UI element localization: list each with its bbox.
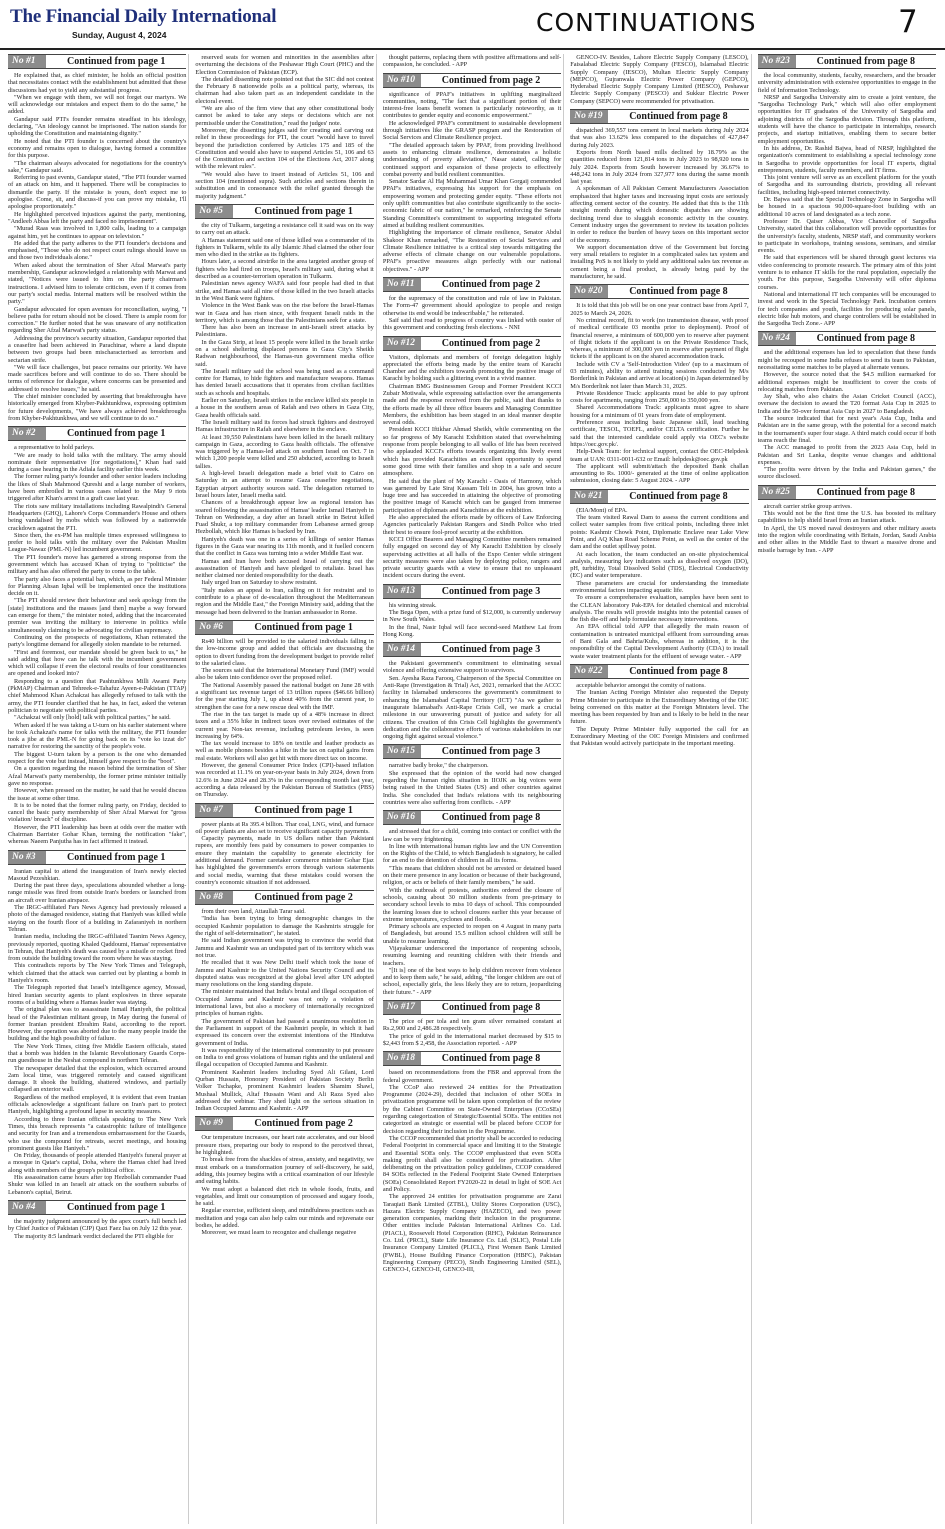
story-header <box>383 584 561 599</box>
story-paragraph: The PTI founder's move has garnered a strong response from the government which has accused Khan of trying to "politicise" the military and has also offered the party to come to the table. <box>8 553 187 576</box>
story-paragraph: Exports from North based mills declined by 18.79% as the quantities reduced from 121,814 tons in July 2023 to 98,920 tons in July 2024. Exports from South however increased by 36.67% to 448,242 tons in July 2024 from 327,977 tons during the same month last year. <box>570 148 749 186</box>
story-continued-label: Continued from page 1 <box>66 851 166 863</box>
story-number: No #11 <box>383 278 421 291</box>
story-number: No #12 <box>383 337 421 350</box>
story-paragraph: "[It is] one of the best ways to help children recover from violence and to keep them safe," he said, adding, "the longer children are out of school, especially girls, the less likely they are to return, jeopardizing their future." - APP <box>382 966 562 996</box>
story-continued-label: Continued from page 8 <box>629 490 728 502</box>
story-paragraph: The newspaper detailed that the explosion, which occurred around 2am local time, was triggered remotely and caused significant damage. It shook the building, shattered windows, and partially collapsed an exterior wall. <box>8 1064 187 1094</box>
continuation-story <box>758 331 936 480</box>
story-paragraph: Referring to past events, Gandapur stated, "The PTI founder warned of an attack on him, and it happened. There will be conspiracies to dismantle the party. If the mistake is yours, don't expect me to apologise. Come, sit, and discuss-if you can prove my mistake, I'll apologise proportionately." <box>8 174 187 211</box>
story-paragraph: the city of Tulkarm, targeting a resistance cell it said was on its way to carry out an attack. <box>195 221 374 237</box>
story-paragraph: Visitors, diplomats and members of foreign delegation highly appreciated the efforts being made by the entire team of Karachi Chamber and the exhibitors towards promoting the positive image of Karachi by holding such a glittering event in a vivid manner. <box>382 353 562 383</box>
story-paragraph: A spokesman of All Pakistan Cement Manufacturers Association emphasized that higher taxes and increasing input costs are seriously affecting cement sector of the country. He added that this is the 11th straight month during which domestic dispatches are showing declining trend due to sluggish economic activity in the country. Cement industry urges the government to review its taxation policies in order to reduce the burden of heavy taxes on this important sector of the economy. <box>570 185 749 244</box>
story-number: No #23 <box>758 55 796 68</box>
story-header <box>383 73 561 88</box>
story-paragraph: The Telegraph reported that Israel's intelligence agency, Mossad, hired Iranian security agents to plant explosives in three separate rooms of a building where a Hamas leader was staying. <box>8 984 187 1006</box>
story-paragraph: She expressed that the opinion of the world had now changed regarding the human rights situation in IIOJK as big voices were being raised in the United States (US) and other countries against India. She concluded that India's relations with its neighbouring countries were also suffering from conflicts. - APP <box>382 769 562 806</box>
story-paragraph: There has also been an increase in anti-Israeli street attacks by Palestinians. <box>195 324 374 339</box>
continuation-story <box>383 642 561 740</box>
story-paragraph: Highlighting the importance of climate resilience, Senator Abdul Shakoor Khan remarked, "The Restoration of Social Services and Climate Resilience initiative is a critical step towards mitigating the adverse effects of climate change on our vulnerable populations. PPAF's proactive measures align perfectly with our national objectives." - APP <box>382 229 562 273</box>
continuation-story <box>383 1000 561 1047</box>
continuation-story <box>383 73 561 273</box>
story-paragraph: from their own land, Attaullah Tarar said. <box>201 908 306 916</box>
story-paragraph: Chairman BMG Businessmen Group and Former President KCCI Zubair Motiwala, while expressing satisfaction over the arrangements made and the response received from the public, said that thanks to the efforts made by all three office bearers and Managing Committee Members, the exhibition has been staged in an ideal manner despite several odds. <box>382 382 562 427</box>
story-paragraph: President KCCI Iftikhar Ahmad Sheikh, while commenting on the so far progress of My Karachi Exhibition stated that overwhelming response from people belonging to all walks of life has been received who applauded KCCI's efforts towards organizing this lively event which has provided Karachiites an excellent opportunity to spend some good time with their families and shop in a safe and secure atmosphere. <box>382 426 562 478</box>
story-paragraph: the majority judgment announced by the apex court's full bench led by Chief Justice of Pakistan (CJP) Qazi Faez Isa on July 12 this year. <box>8 1217 187 1233</box>
story-paragraph: Hamas and Iran have both accused Israel of carrying out the assassination of Haniyeh and have pledged to retaliate. Israel has neither claimed nor denied responsibility for the death. <box>195 557 374 580</box>
story-paragraph: for the supremacy of the constitution and rule of law in Pakistan. The Form-47 government should apologize to people and resign otherwise its end would be indescribable," he reiterated. <box>382 295 562 317</box>
story-paragraph: The minister maintained that India's brutal and illegal occupation of Occupied Jammu and Kashmir was not only a violation of international laws, but also a mockery of internationally recognized principles of human rights. <box>195 988 374 1018</box>
story-paragraph: He acknowledged PPAF's commitment to sustainable development through initiatives like the GRASP program and the Restoration of Social Services and Climate Resilience project. <box>382 119 562 142</box>
story-paragraph: The team visited Rawal Dam to assess the current conditions and collect water samples from five critical points, including three inlet points: Kashmir Chowk Point, Diplomatic Enclave near Lake View Point, and AQ Khan Road Scheme Point, as well as the center of the dam and the outlet spillway point. <box>570 514 749 551</box>
continuation-story <box>8 54 186 422</box>
story-paragraph: "India has been trying to bring demographic changes in the occupied Kashmir population to damage the Kashmiris struggle for the right of self-determination", he stated. <box>195 915 374 938</box>
story-continued-label: Continued from page 8 <box>441 1002 541 1014</box>
story-header <box>195 620 373 635</box>
story-paragraph: "We are also of the firm view that any other constitutional body cannot be asked to take any steps or decisions which are not permissible under the Constitution," read the judges' note. <box>195 105 374 127</box>
story-header <box>383 810 561 825</box>
story-paragraph: aircraft carrier strike group arrives. <box>763 502 852 510</box>
story-header <box>570 284 748 299</box>
story-header <box>383 336 561 351</box>
story-paragraph: He added that the party adheres to the PTI founder's decisions and emphasised, "Those who do not respect court rulings should leave us and those two individuals alone." <box>8 239 187 262</box>
story-paragraph: Preference areas including basic Japanese skill, lead teaching certificate, TESOL, TOEFL, and/or CELTA certification. Further he said that the interested candidate could apply via OEC's website https://oec.gov.pk/. <box>570 419 749 448</box>
story-paragraph: The price of gold in the international market decreased by $15 to $2,443 from $ 2,458, the Association reported. - APP <box>382 1032 562 1047</box>
story-paragraph: It is to be noted that the former ruling party, on Friday, decided to cancel the basic party membership of Sher Afzal Marwat for "gross violation/ breach" of discipline. <box>8 801 187 824</box>
story-paragraph: The ACC managed to profit from the 2023 Asia Cup, held in Pakistan and Sri Lanka, despite venue changes and additional expenses. <box>757 444 937 466</box>
story-header <box>570 109 748 124</box>
continuation-story <box>570 664 748 748</box>
column-5 <box>758 54 938 1524</box>
story-number: No #5 <box>195 205 233 218</box>
story-paragraph: A Hamas statement said one of those killed was a commander of its fighters in Tulkarm, while its ally Islamic Jihad claimed the other four men who died in the strike as its fighters. <box>195 236 374 259</box>
story-paragraph: When asked if he was taking a U-turn on his earlier statement where he took Achakzai's name for talks with the military, the PTI founder took a jibe at the PML-N for going back on its "vote ko izzat do" narrative for restoring the sanctity of the people's vote. <box>8 721 187 751</box>
story-paragraph: He said that experiences will be shared through guest lectures via video conferencing to promote research. The primary aim of this joint venture is to enhance IT skills for the rural population, especially the youth. For this purpose, Sargodha University will offer diploma courses. <box>757 254 937 291</box>
story-paragraph: Our temperature increases, our heart rate accelerates, and our blood pressure rises, preparing our body to respond to the perceived threat, he highlighted. <box>195 1134 374 1157</box>
story-paragraph: The chief minister concluded by asserting that breakthroughs have historically emerged from Khyber-Pakhtunkhwa, expressing optimism for future developments, "We have always achieved breakthroughs from Khyber-Pakhtunkhwa, and we will continue to do so." <box>8 393 187 422</box>
story-paragraph: An EPA official told APP that allegedly the main reason of contamination is untreated municipal effluent from surrounding areas of Bani Gala and Bahria/Kuhs, whereas in addition, it is the responsibility of the Capital Development Authority (CDA) to install waste water treatment plants for the effluent of sewage water. - APP <box>570 623 749 660</box>
story-paragraph: "This means that children should not be arrested or detained based on their mere presence in any location or because of their background, religion, or acts or beliefs of their family members," he said. <box>382 864 562 887</box>
story-continued-label: Continued from page 3 <box>441 746 541 758</box>
story-paragraph: Jay Shah, who also chairs the Asian Cricket Council (ACC), oversaw the decision to award the T20 format Asia Cup in 2025 to India and the 50-over format Asia Cup in 2027 to Bangladesh. <box>757 393 937 415</box>
story-paragraph: Gandapur said PTI's founder remains steadfast in his ideology, declaring, "An ideology cannot be imprisoned. The nation stands for upholding the Constitution and maintaining dignity." <box>8 115 187 138</box>
story-paragraph: The New York Times, citing five Middle Eastern officials, stated that a bomb was hidden in the Islamic Revolutionary Guards Corps-run guesthouse in the Neshat compound in northern Tehran. <box>8 1042 187 1065</box>
continuation-story <box>195 803 373 887</box>
story-paragraph: Hours later, a second airstrike in the area targeted another group of fighters who had fired on troops, Israel's military said, during what it described as a counter-terrorism operation in Tulkarm. <box>195 258 374 281</box>
story-paragraph: However, the general Consumer Price Index (CPI)-based inflation was recorded at 11.1% on year-on-year basis in July 2024, down from 12.6% in June 2024 and 28.3% in the corresponding month last year, according a data released by the Pakistan Bureau of Statistics (PBS) on Thursday. <box>195 762 374 799</box>
story-number: No #22 <box>570 665 608 678</box>
continuation-story <box>383 277 561 331</box>
story-paragraph: The party also faces a potential ban, which, as per Federal Minister for Planning Ahsan Iqbal will be implemented once the institutions decide on it. <box>8 575 187 598</box>
story-continued-label: Continued from page 8 <box>816 486 916 498</box>
story-number: No #25 <box>758 486 796 499</box>
issue-date: Sunday, August 4, 2024 <box>72 30 167 40</box>
story-paragraph: the local community, students, faculty, researchers, and the broader university administration with extensive opportunities to engage in the field of Information Technology. <box>757 72 937 94</box>
story-paragraph: The Israeli military said the school was being used as a command centre for Hamas, to hide fighters and manufacture weapons. Hamas has denied Israeli accusations that it operates from civilian facilities such as schools and hospitals. <box>195 367 374 397</box>
story-paragraph: Palestinian news agency WAFA said four people had died in that strike, and Hamas said all nine of those killed in the two Israeli attacks in the West Bank were fighters. <box>195 280 374 302</box>
story-paragraph: The former ruling party's founder and other senior leaders including the likes of Shah Mahmood Qureshi and a large number of workers, have been embroiled in various cases related to the May 9 riots triggered after Khan's arrest in a graft case last year. <box>8 473 187 503</box>
story-continued-label: Continued from page 1 <box>254 205 353 217</box>
story-header <box>758 54 936 69</box>
story-paragraph: Help-Desk Team: for technical support, contact the OEC-Helpdesk team at UAN: 0311-0011-632 or Email: helpdesk@oec.gov.pk <box>570 448 749 463</box>
story-continued-label: Continued from page 1 <box>66 1201 166 1213</box>
story-paragraph: The majority 8:5 landmark verdict declared the PTI eligible for <box>14 1232 174 1240</box>
section-title: CONTINUATIONS <box>536 8 757 37</box>
story-paragraph: Include with CV a 'Self-Introduction Video' (up to a maximum of 03 minutes), ability to attend training sessions conducted by M/s Borderlink in Pakistan and arrive at location(s) in Japan determined by M/s Borderlink not later than March 31, 2025. <box>570 360 749 390</box>
story-continued-label: Continued from page 8 <box>816 56 916 67</box>
story-number: No #24 <box>758 332 796 345</box>
continuation-story <box>758 54 936 327</box>
story-number: No #15 <box>383 745 421 758</box>
story-paragraph: "The profits were driven by the India and Pakistan games," the source disclosed. <box>757 466 937 481</box>
story-paragraph: The source indicated that for next year's Asia Cup, India and Pakistan are in the same group, with the potential for a second match in the tournament's super four stage. A third match could occur if both teams reach the final. <box>757 415 937 444</box>
story-header <box>758 485 936 500</box>
article-columns <box>8 54 938 1524</box>
story-paragraph: The CCoP also reviewed 24 entities for the Privatization Programme (2024-29), decided that inclusion of other SOEs in privatization programme will be taken upon completion of the review by the Cabinet Committee on State-Owned Enterprises (CCoSEs) regarding categorization of Strategic/Essential SOEs. The entities not categorized as strategic or essential will be placed before CCOP for decision regarding their inclusion in the Programme. <box>382 1083 562 1135</box>
continuation-story <box>195 204 373 616</box>
column-1 <box>8 54 189 1524</box>
story-paragraph: "First and foremost, our mandate should be given back to us," he said adding that how can he talk with the incumbent government which will collapse if even the electoral results of four constituencies are opened and looked into? <box>8 648 187 678</box>
story-paragraph: Regular exercise, sufficient sleep, and mindfulness practices such as meditation and yoga can also help calm our minds and rejuvenate our bodies, he added. <box>195 1207 374 1230</box>
story-paragraph: power plants at Rs 395.4 billion. Thar coal, LNG, wind, and furnace oil power plants are also set to receive significant capacity payments. <box>195 820 374 835</box>
story-paragraph: This joint venture will serve as an excellent platform for the youth of Sargodha and its surrounding districts, providing all relevant facilities, including high-speed internet connectivity. <box>757 174 937 196</box>
story-header <box>8 850 186 865</box>
story-paragraph: Iranian media, including the IRGC-affiliated Tasnim News Agency, previously reported, quoting Khaled Qaddoumi, Hamas' representative in Tehran, that Haniyeh's death was caused by a missile or rocket fired from outside the building toward the room where he was staying. <box>8 933 187 963</box>
story-paragraph: On a question regarding the reason behind the termination of Sher Afzal Marwat's party membership, the former prime minister initially gave no response. <box>8 765 187 787</box>
continuation-story <box>758 485 936 554</box>
story-paragraph: "The PTI should review their behaviour and seek apology from the [state] institutions and the masses [and then] maybe a way forward can emerge for them," the minister noted, adding that the incarcerated premier was inviting the military to intervene in politics while simultaneously claiming to be advocating for civilian supremacy. <box>8 597 187 634</box>
story-paragraph: He said that the plant of My Karachi - Oasis of Harmony, which was garnered by Late Siraj Kassam Teli in 2004, has grown into a huge tree and has succeeded in attaining the objective of promoting the positive image of Karachi which can be gauged from immense participation of diplomats and Karachiites at the exhibition. <box>382 477 562 514</box>
continuation-story <box>8 850 186 1196</box>
story-paragraph: Dr. Bajwa said that the Special Technology Zone in Sargodha will be housed in a spacious 90,000-square-foot building with an additional 10 acres of land designated as a tech zone. <box>757 196 937 218</box>
story-paragraph: "The detailed approach taken by PPAF, from providing livelihood assets to enhancing climate resilience, demonstrates a holistic understanding of poverty alleviation," Nasar stated, calling for continued support and expansion of these projects to effectively combat poverty and build resilient communities. <box>382 141 562 178</box>
story-paragraph: thought patterns, replacing them with positive affirmations and self-compassion, he concluded. - APP <box>382 54 562 69</box>
story-header <box>758 331 936 346</box>
story-paragraph: The Iranian Acting Foreign Minister also requested the Deputy Prime Minister to participate in the Extraordinary Meeting of the OIC being convened on this matter at the Foreign Ministers level. The meeting has been requested by Iran and is likely to be held in the near future. <box>570 689 749 726</box>
story-continued-label: Continued from page 2 <box>441 74 541 86</box>
story-continued-label: Continued from page 1 <box>66 428 166 440</box>
continuation-story <box>570 284 748 484</box>
story-number: No #13 <box>383 585 421 598</box>
continuation-story <box>383 54 561 69</box>
story-paragraph: No criminal record, fit to work (no transmission disease, with proof of medical certificate 03 months prior to deployment). Proof of financial reserve, a minimum of 600,000 yen to reserve after payment of flight tickets if the applicant is on the Private Residence Track, whereas, a minimum of 300,000 yen in reserve after payment of flight tickets if the applicant is on the shared accommodation track. <box>570 316 749 361</box>
story-paragraph: Chances of a breakthrough appear low as regional tension has soared following the assassination of Hamas' leader Ismail Haniyeh in Tehran on Wednesday, a day after an Israeli strike in Beirut killed Fuad Shukr, a top military commander from Lebanese armed group Hezbollah, which like Hamas is backed by Iran. <box>195 499 374 536</box>
story-paragraph: Capacity payments, made in US dollars rather than Pakistani rupees, are monthly fees paid by consumers to power companies to ensure they maintain the capability to generate electricity for additional demand. Former caretaker commerce minister Gohar Ejaz has highlighted the government's errors through various statements and social media, warning that these mistakes could worsen the country's economic situation if not addressed. <box>195 835 374 886</box>
story-continued-label: Continued from page 2 <box>441 279 541 291</box>
story-header <box>570 664 748 679</box>
story-paragraph: In the Gaza Strip, at least 15 people were killed in the Israeli strike on a school sheltering displaced persons in Gaza City's Sheikh Radwan neighbourhood, the Hamas-run government media office said. <box>195 338 374 368</box>
story-continued-label: Continued from page 1 <box>254 804 353 816</box>
story-paragraph: Since then, the ex-PM has multiple times expressed willingness to prefer to hold talks with the military over the Pakistan Muslim League-Nawaz (PML-N) led incumbent government. <box>8 531 187 554</box>
story-continued-label: Continued from page 2 <box>441 337 541 349</box>
story-continued-label: Continued from page 8 <box>441 812 541 824</box>
continuation-story <box>570 109 748 280</box>
story-header <box>383 277 561 292</box>
story-paragraph: The Israeli military said its forces had struck fighters and destroyed Hamas infrastructure in Rafah and elsewhere in the enclave. <box>195 418 374 434</box>
story-paragraph: He said Indian government was trying to convince the world that Jammu and Kashmir was an undisputed part of its territory which was not true. <box>195 937 374 959</box>
story-continued-label: Continued from page 3 <box>441 644 541 656</box>
story-paragraph: In April, the US moved naval destroyers and other military assets into the region while coordinating with Britain, Jordan, Saudi Arabia and other allies in the Middle East to thwart a massive drone and missile barrage by Iran. - APP <box>757 524 937 554</box>
story-header <box>383 1000 561 1015</box>
story-paragraph: The applicant will submit/attach the deposited Bank challan amounting to Rs. 1000/- generated at the time of online application submission, closing date: 5 August 2024. - APP <box>570 462 749 485</box>
continuation-story <box>195 620 373 799</box>
story-paragraph: The riots saw military installations including Rawalpindi's General Headquarters (GHQ), Lahore's Corps Commander's House and others being vandalised by mobs which was followed by a nationwide crackdown against the PTI. <box>8 502 187 532</box>
story-number: No #6 <box>195 621 233 634</box>
masthead <box>0 0 945 50</box>
story-paragraph: It is told that this job will be on one year contract base from April 7, 2025 to March 24, 2026. <box>570 302 749 317</box>
story-paragraph: However, when pressed on the matter, he said that he would discuss the issue at some other time. <box>8 787 187 802</box>
story-paragraph: However, the PTI leadership has been at odds over the matter with Chairman Barrister Gohar Khan, terming the notification "fake", whereas Naeem Panjutha has in fact affirmed it instead. <box>8 823 187 846</box>
story-paragraph: It was responsibility of the international community to put pressure on India to end gross violations of human rights and the unilateral and illegal occupation of Occupied Jammu and Kashmir. <box>195 1046 374 1069</box>
story-paragraph: (EIA/Mont) of EPA. <box>576 506 628 514</box>
continuation-story <box>195 54 373 200</box>
story-paragraph: To ensure a comprehensive evaluation, samples have been sent to the CLEAN laboratory Pak-EPA for detailed chemical and microbial analysis. The results will provide insights into the potential causes of the fish die-off and help formulate necessary interventions. <box>570 594 749 624</box>
story-paragraph: The detailed dissenting note pointed out that the SIC did not contest the February 8 nationwide polls as a political party, whereas, its chairman had also taken part as an independent candidate in the electoral event. <box>195 75 374 105</box>
continuation-story <box>570 489 748 660</box>
story-paragraph: acceptable behavior amongst the comity of nations. <box>576 681 706 689</box>
story-paragraph: When asked about the termination of Sher Afzal Marwat's party membership, Gandapur acknowledged a relationship with Marwat and stated, "Notices were issued to him on the party chairman's instructions. I advised him to tolerate criticism, even if it comes from our party's social media. Internal matters will be resolved within the party." <box>8 261 187 306</box>
story-paragraph: According to three Iranian officials speaking to The New York Times, this breach represents "a catastrophic failure of intelligence and security for Iran and a tremendous embarrassment for the Guards, who use the compound for retreats, secret meetings, and housing prominent guests like Haniyeh." <box>8 1115 187 1152</box>
story-continued-label: Continued from page 2 <box>254 1118 353 1130</box>
story-paragraph: These parameters are crucial for understanding the immediate environmental factors impacting aquatic life. <box>570 579 749 594</box>
story-paragraph: Addressing the province's security situation, Gandapur reported that a ceasefire had been achieved in Parachinar, where a land dispute between two groups had been mischaracterised as terrorism and sectarian strife. <box>8 334 187 364</box>
story-paragraph: In his address, Dr. Rashid Bajwa, head of NRSP, highlighted the organization's commitment to establishing a special technology zone in Sargodha to provide opportunities for local IT experts, digital entrepreneurs, students, faculty members, and IT firms. <box>757 144 937 174</box>
story-paragraph: The National Assembly passed the national budget on June 28 with a significant tax revenue target of 13 trillion rupees ($46.66 billion) for the year starting July 1, up about 40% from the current year, to strengthen the case for a new rescue deal with the IMF. <box>195 681 374 711</box>
story-paragraph: The biggest U-turn taken by a person is the one who demanded respect for the vote but instead, himself gave respect to the "boot". <box>8 750 187 766</box>
story-paragraph: "When we engage with them, we will not forget our martyrs. We will acknowledge our mistakes and expect them to do the same," he added. <box>8 93 187 116</box>
story-paragraph: The original plan was to assassinate Ismail Haniyeh, the political head of the Palestinian militant group, in May during the funeral of former Iranian president Ebrahim Raisi, according to the report. However, the operation was aborted due to the many people inside the building and the high possibility of failure. <box>8 1006 187 1043</box>
story-paragraph: In line with international human rights law and the UN Convention on the Rights of the Child, to which Bangladesh is signatory, he called for an end to the detention of children in all its forms. <box>382 842 562 865</box>
story-paragraph: The rise in the tax target is made up of a 48% increase in direct taxes and a 35% hike in indirect taxes over revised estimates of the current year. Non-tax revenue, including petroleum levies, is seen increasing by 64%. <box>195 710 374 740</box>
story-paragraph: Private Residence Track: applicants must be able to pay upfront costs for apartments, ranging from 250,000 to 350,000 yen. <box>570 389 749 405</box>
story-paragraph: We support documentation drive of the Government but forcing very small retailers to register in a complicated sales tax system and installing PoS is not likely to yield any additional sales tax revenue as cement being a final product, is already being paid by the manufacturer, he said. <box>570 243 749 281</box>
story-number: No #16 <box>383 811 421 824</box>
story-number: No #1 <box>8 55 46 68</box>
story-paragraph: His assassination came hours after top Hezbollah commander Fuad Shukr was killed in an Israeli air attack on the southern suburbs of Lebanon's capital, Beirut. <box>8 1174 187 1196</box>
story-paragraph: Violence in the West Bank was on the rise before the Israel-Hamas war in Gaza and has risen since, with frequent Israeli raids in the territory, which is among those that the Palestinians seek for a state. <box>195 302 374 324</box>
story-paragraph: a representative to hold parleys. <box>14 444 95 452</box>
story-paragraph: narrative badly broke," the chairperson. <box>388 762 489 770</box>
story-paragraph: He highlighted perceived injustices against the party, mentioning, "Andleeb Abbas left the party and faced no imprisonment". <box>8 210 187 225</box>
story-paragraph: "Italy makes an appeal to Iran, calling on it for restraint and to contribute to a phase of de-escalation throughout the Mediterranean region and the Middle East," the Foreign Ministry said, adding that the message had been delivered to the Iranian ambassador in Rome. <box>195 586 374 616</box>
story-paragraph: KCCI Office Bearers and Managing Committee members remained fully engaged on second day of My Karachi Exhibition by closely supervising activities at all halls of the Expo Center while stringent security measures were also taken by deploying police, rangers and private security guards with a view to ensure that no unpleasant incident occurs during the event. <box>382 535 562 580</box>
story-paragraph: Italy urged Iran on Saturday to show restraint. <box>201 579 318 587</box>
story-paragraph: National and international IT tech companies will be encouraged to invest and work in the Special Technology Park. Incubation centers for tech companies and youth, facilities for producing solar panels, electric bike hub motors, and charge controllers will be established in the Sargodha Tech Zone.- APP <box>757 290 937 328</box>
story-paragraph: To break free from the shackles of stress, anxiety, and negativity, we must embark on a transformation journey of self-discovery, he said, adding, this journey begins with a critical examination of our lifestyle and eating habits. <box>195 1156 374 1186</box>
story-paragraph: We must adopt a balanced diet rich in whole foods, fruits, and vegetables, and limit our consumption of processed and sugary foods, he said. <box>195 1185 374 1208</box>
story-paragraph: Responding to a question that Pashtunkhwa Milli Awami Party (PkMAP) Chairman and Tehreek-e-Tahafuz Ayeen-e-Pakistan (TTAP) chief Mahmood Khan Achakzai has allegedly refused to talk with the army, the PTI founder clarified that he has, in fact, asked the veteran politician to negotiate with political parties. <box>8 677 187 714</box>
story-paragraph: and the additional expenses has led to speculation that these funds might be recouped in some India refuses to send its team to Pakistan, necessitating some matches to be played at alternate venues. <box>757 349 937 371</box>
story-paragraph: The Bega Open, with a prize fund of $12,000, is currently underway in New South Wales. <box>382 609 562 624</box>
continuation-story <box>383 810 561 996</box>
story-number: No #4 <box>8 1201 46 1214</box>
continuation-story <box>383 584 561 638</box>
story-paragraph: and stressed that for a child, coming into contact or conflict with the law can be very frightening. <box>382 828 562 843</box>
story-paragraph: Iranian capital to attend the inauguration of Iran's newly elected Masoud Pezeshkian. <box>8 867 187 882</box>
story-number: No #10 <box>383 74 421 87</box>
story-paragraph: The approved 24 entities for privatisation programme are Zarai Taraqiati Bank Limited (ZTBL), Utility Stores Corporation (USC), Hazara Electric Supply Company (HAZECO), and two power generation companies, marking their inclusion in the programme. Other entities include Pakistan International Airlines Co. Ltd. (PIACL), Roosevelt Hotel Corporation (RHC), Pakistan Reinsurance Co. Ltd. (PRCL), State Life Insurance Co. Ltd. (SLIC), Postal Life Insurance Company Limited (PLICL), First Women Bank Limited (FWBL), House Building Finance Corporation (HBFC), Pakistan Engineering Company (PECO), Sindh Engineering Limited (SEL), GENCO-I, GENCO-II, GENCO-III, <box>382 1193 562 1274</box>
story-paragraph: Regardless of the method employed, it is evident that even Iranian officials acknowledge a significant failure on Iran's part to protect Haniyeh, highlighting a profound lapse in security measures. <box>8 1093 187 1116</box>
column-2 <box>195 54 376 1524</box>
story-number: No #18 <box>383 1052 421 1065</box>
continuation-story <box>195 1116 373 1236</box>
story-paragraph: Prominent Kashmiri leaders including Syed Ali Gilani, Lord Qurban Hussain, Honorary President of Pakistan Society Berlin Volker Tschapke, prominent Kashmiri leaders Shamim Shawl, Mushaal Mullick, Altaf Hussain Wani and Ali Raza Syed also addressed the webinar. They shed light on the serious situation in Indian Occupied Jammu and Kashmir. - APP <box>195 1068 374 1113</box>
continuation-story <box>570 54 748 105</box>
story-paragraph: The Deputy Prime Minister fully supported the call for an Extraordinary Meeting of the OIC Foreign Ministers and confirmed that Pakistan would actively participate in the important meeting. <box>570 725 749 748</box>
story-number: No #14 <box>383 643 421 656</box>
story-paragraph: "The chairman always advocated for negotiations for the country's sake," Gandapur said. <box>8 159 187 174</box>
story-number: No #17 <box>383 1001 421 1014</box>
continuation-story <box>383 336 561 580</box>
story-paragraph: With the outbreak of protests, authorities ordered the closure of schools, causing about 30 million students from pre-primary to secondary school levels to miss 10 days of school. This compounded the learning losses due to school closures earlier this year because of extreme temperatures, cyclones and floods. <box>382 886 562 923</box>
story-number: No #2 <box>8 427 46 440</box>
story-paragraph: dispatched 369,557 tons cement in local markets during July 2024 that was also 13.62% less compared to the dispatches of 427,847 during July 2023. <box>570 127 749 149</box>
story-paragraph: The tax would increase to 18% on textile and leather products as well as mobile phones besides a hike in the tax on capital gains from real estate. Workers will also get hit with more direct tax on income. <box>195 740 374 762</box>
story-paragraph: GENCO-IV. Besides, Lahore Electric Supply Company (LESCO), Faisalabad Electric Supply Company (FESCO), Islamabad Electric Supply Company (IESCO), Multan Electric Supply Company (MEPCO), Gujranwala Electric Power Company (GEPCO), Hyderabad Electric Supply Company Limited (HESCO), Peshawar Electric Supply Company (PESCO) and Sukkur Electric Power Company (SEPCO) were recommended for privatisation. <box>570 54 749 105</box>
story-paragraph: NRSP and Sargodha University aim to create a joint venture, the "Sargodha Technology Park," which will also offer employment opportunities for IT graduates of the University of Sargodha and adjoining districts of the Sargodha division. Through this platform, students will have the chance to participate in internships, research projects, and startup initiatives, enabling them to secure better employment opportunities. <box>757 93 937 145</box>
story-number: No #21 <box>570 490 608 503</box>
story-paragraph: the Pakistani government's commitment to eliminating sexual violence and offering extensive support to survivors. <box>382 660 562 675</box>
story-header <box>195 803 373 818</box>
story-continued-label: Continued from page 1 <box>66 56 166 67</box>
newspaper-name: The Financial Daily International <box>10 6 277 27</box>
story-paragraph: Gandapur advocated for open avenues for reconciliation, saying, "I believe paths for return should not be closed. There is ample room for correction." He further noted that he was unaware of any notification regarding Sher Afzal Marwat's party status. <box>8 305 187 335</box>
story-paragraph: reserved seats for women and minorities in the assemblies after overturning the decisions of the Peshawar High Court (PHC) and the Election Commission of Pakistan (ECP). <box>195 54 374 76</box>
story-paragraph: Moreover, the dissenting judges said for creating and carving out relief in these proceedings for PTI, the court "would have to travel beyond the jurisdiction conferred by Articles 175 and 185 of the Constitution and would also have to suspend Articles 51, 106 and 63 of the Constitution and section 104 of the Elections Act, 2017 along with the relevant rules". <box>195 126 374 171</box>
story-number: No #7 <box>195 804 233 817</box>
story-paragraph: This would not be the first time the U.S. has boosted its military capabilities to help shield Israel from an Iranian attack. <box>757 510 937 525</box>
story-paragraph: During the past three days, speculations abounded whether a long-range missile was fired from outside Iran's borders or launched from an aircraft over Iranian airspace. <box>8 882 187 904</box>
story-paragraph: Continuing on the prospects of negotiations, Khan reiterated the party's longtime demand for allegedly stolen mandate to be returned. <box>8 633 187 649</box>
story-header <box>570 489 748 504</box>
story-header <box>8 1200 186 1215</box>
story-paragraph: He explained that, as chief minister, he holds an official position that necessitates contact with the establishment but admitted that these discussions had yet to yield any substantial progress. <box>8 72 187 94</box>
story-continued-label: Continued from page 3 <box>441 585 541 597</box>
story-paragraph: Saif said that road to progress of country was linked with ouster of this government and conducting fresh elections. - NNI <box>382 316 562 332</box>
story-paragraph: Shared Accommodations Track: applicants must agree to share housing for a minimum of 01 years from date of employment. <box>570 404 749 419</box>
story-paragraph: Sen. Ayesha Raza Farooq, Chairperson of the Special Committee on Anti-Rape (Investigation & Trial) Act, 2021, remarked that the ACCC facility in Islamabad underscores the government's commitment to enhancing the Islamabad Capital Territory (ICT) "As we gather to inaugurate Islamabad's Anti-Rape Crisis Cell, we mark a crucial milestone in our unwavering pursuit of justice and safety for all citizens. The creation of this Crisis Cell highlights the government's dedication and the collaborative efforts of various stakeholders in our ongoing fight against sexual violence." <box>382 674 562 741</box>
story-number: No #20 <box>570 285 608 298</box>
story-continued-label: Continued from page 2 <box>254 892 353 904</box>
story-number: No #3 <box>8 851 46 864</box>
continuation-story <box>8 1200 186 1240</box>
story-paragraph: "We will face challenges, but peace remains our priority. We have made sacrifices before and will continue to do so. There should be terms of reference for dialogue, where concerns can be presented and addressed to resolve issues," he said. <box>8 363 187 393</box>
story-paragraph: The IRGC-affiliated Fars News Agency had previously released a photo of the damaged residence, stating that Haniyeh was killed while staying on the fourth floor of a building in Zafaraniyeh in northern Tehran. <box>8 904 187 933</box>
story-header <box>383 642 561 657</box>
story-paragraph: Vijayakumar underscored the importance of reopening schools, resuming learning and reuniting children with their friends and teachers. <box>382 944 562 967</box>
story-paragraph: The CCOP recommended that priority shall be accorded to reducing Federal Footprint in commercial space and limiting it to the Strategic and Essential SOEs only. The CCOP emphasized that even SOEs making profit shall also be considered for privatization. After deliberating on the privatization policy guidelines, CCOP considered 84 SOEs reflected in the Federal Footprint State Owned Enterprises (SOEs) Consolidated Report FY2020-22 in detail in light of SOE Act and Policy. <box>382 1134 562 1193</box>
story-paragraph: He noted that the PTI founder is concerned about the country's economy and remains open to dialogue, having formed a committee for this purpose. <box>8 137 187 160</box>
story-continued-label: Continued from page 8 <box>629 111 728 123</box>
story-paragraph: At each location, the team conducted an on-site physiochemical analysis, measuring key indicators such as dissolved oxygen (DO), pH, turbidity, Total Dissolved Solid (TDS), Electrical Conductivity (EC) and water temperature. <box>570 550 749 580</box>
story-paragraph: The government of Pakistan had passed a unanimous resolution in the Parliament in support of the Kashmiri people, in which it had expressed its concern over the extremist intentions of the Hindutva government of India. <box>195 1017 374 1047</box>
story-continued-label: Continued from page 8 <box>441 1053 541 1065</box>
story-paragraph: At least 39,550 Palestinians have been killed in the Israeli military campaign in Gaza, according to Gaza health officials. The offensive was triggered by a Hamas-led attack on southern Israel on Oct. 7 in which 1,200 people were killed and 250 abducted, according to Israeli tallies. <box>195 433 374 470</box>
continuation-story <box>8 426 186 845</box>
story-number: No #19 <box>570 110 608 123</box>
story-paragraph: his winning streak. <box>388 601 437 609</box>
story-continued-label: Continued from page 8 <box>629 286 728 298</box>
continuation-story <box>383 1051 561 1273</box>
story-paragraph: based on recommendations from the FBR and approval from the federal government. <box>382 1069 562 1084</box>
story-continued-label: Continued from page 8 <box>816 333 916 345</box>
story-paragraph: Moreover, we must learn to recognize and challenge negative <box>201 1229 357 1237</box>
story-number: No #9 <box>195 1117 233 1130</box>
continuation-story <box>383 744 561 806</box>
story-continued-label: Continued from page 8 <box>629 665 728 677</box>
story-paragraph: However, the source noted that the $4.5 million earmarked for additional expenses might be insufficient to cover the costs of relocating matches from Pakistan. <box>757 371 937 393</box>
story-paragraph: This contradicts reports by The New York Times and Telegraph, which claimed that the attack was carried out by planting a bomb in Haniyeh's room. <box>8 962 187 985</box>
story-header <box>195 204 373 219</box>
story-header <box>8 426 186 441</box>
story-paragraph: Rs40 billion will be provided to the salaried individuals falling in the low-income group and added that officials are discussing the option to divert funding from the development budget to provide relief to the salaried class. <box>195 637 374 667</box>
story-header <box>383 1051 561 1066</box>
story-paragraph: "Achakzai will only [hold] talk with political parties," he said. <box>14 714 171 722</box>
story-paragraph: He also appreciated the efforts made by officers of Law Enforcing Agencies particularly Pakistan Rangers and Sindh Police who tried their best to ensure fool-proof security at the exhibition. <box>382 514 562 536</box>
story-paragraph: A high-level Israeli delegation made a brief visit to Cairo on Saturday in an attempt to resume Gaza ceasefire negotiations, Egyptian airport authority sources said. The delegation returned to Israel hours later, Israeli media said. <box>195 470 374 499</box>
story-paragraph: "We would also have to insert instead of Articles 51, 106 and section 104 (mentioned supra). Such articles and sections therein in substitution and in consonance with the relief granted through the majority judgment." <box>195 170 374 200</box>
column-4 <box>570 54 751 1524</box>
story-paragraph: "We are ready to hold talks with the military. The army should nominate their representative [for negotiations]," Khan had said during a case hearing in the Adiala facility earlier this week. <box>8 451 187 474</box>
story-paragraph: The sources said that the International Monetary Fund (IMF) would also be taken into confidence over the proposed relief. <box>195 667 374 682</box>
story-number: No #8 <box>195 891 233 904</box>
story-paragraph: The price of per tola and ten gram silver remained constant at Rs.2,900 and 2,486.28 respectively. <box>382 1018 562 1033</box>
story-paragraph: Earlier on Saturday, Israeli strikes in the enclave killed six people in a house in the southern areas of Rafah and two others in Gaza City, Gaza health officials said. <box>195 397 374 419</box>
story-paragraph: Professor Dr. Qaiser Abbas, Vice Chancellor of Sargodha University, stated that this collaboration will provide opportunities for the university's faculty, students, NRSP staff, and community workers to participate in workshops, training sessions, seminars, and similar events. <box>757 217 937 255</box>
column-3 <box>383 54 564 1524</box>
story-paragraph: Senator Sardar Al Haj Muhammad Umar Khan Gorgaij commended PPAF's initiatives, expressing his support for the emphasis on empowering women and protecting gender equity. "These efforts not only uplift communities but also contribute significantly to the socio-economic fabric of our nation," he remarked, reinforcing the Senate Standing Committee's commitment to supporting integrated efforts aimed at building resilient communities. <box>382 178 562 229</box>
story-paragraph: On Friday, thousands of people attended Haniyeh's funeral prayer at a mosque in Qatar's capital, Doha, where the Hamas chief had lived along with members of the group's political office. <box>8 1152 187 1174</box>
story-paragraph: In the final, Nasir Iqbal will face second-seed Matthew Lai from Hong Kong. <box>382 623 562 638</box>
story-header <box>195 1116 373 1131</box>
story-paragraph: "Murad Raas was involved in 1,800 calls, leading to a campaign against him, yet he continues to appear on television." <box>8 225 187 240</box>
page-number: 7 <box>898 4 918 40</box>
story-paragraph: Primary schools are expected to reopen on 4 August in many parts of Bangladesh, but around 15.5 million school children will still be unable to resume learning. <box>382 923 562 945</box>
story-header <box>383 744 561 759</box>
story-paragraph: significance of PPAF's initiatives in uplifting marginalized communities, noting, "The fact that a significant portion of their interest-free loans benefit women is particularly noteworthy, as it contributes to gender equity and economic empowerment." <box>382 90 562 120</box>
story-paragraph: He recalled that it was New Delhi itself which took the issue of Jammu and Kashmir to the United Nations Security Council and its disputed status was recognized at the global level after UN adopted many resolutions on the long standing dispute. <box>195 959 374 989</box>
story-header <box>8 54 186 69</box>
story-paragraph: Haniyeh's death was one in a series of killings of senior Hamas figures in the Gaza war nearing its 11th month, and it fuelled concern that the conflict in Gaza was turning into a wider Middle East war. <box>195 535 374 558</box>
story-continued-label: Continued from page 1 <box>254 621 353 633</box>
story-header <box>195 890 373 905</box>
continuation-story <box>195 890 373 1112</box>
